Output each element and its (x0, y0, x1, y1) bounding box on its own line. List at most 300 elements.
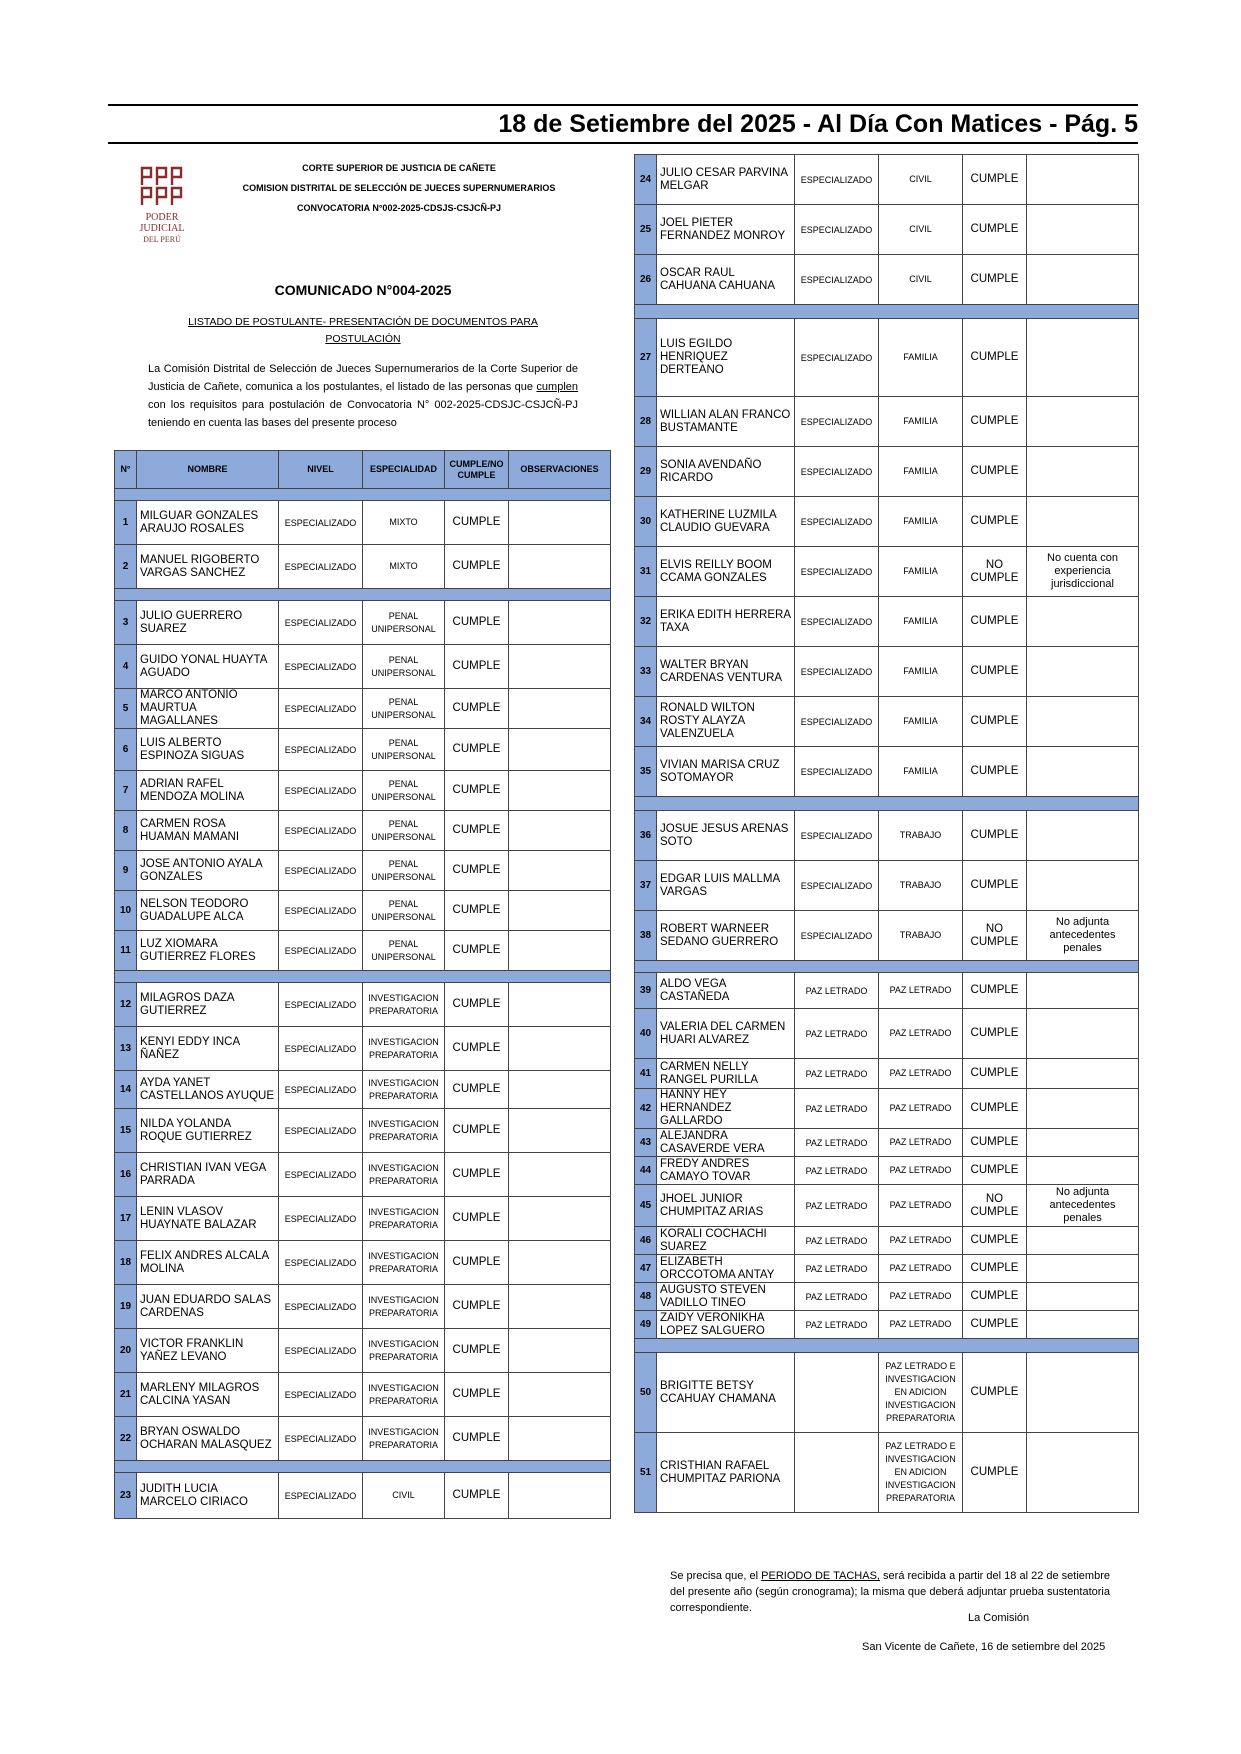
applicant-observations (509, 545, 611, 589)
col-header-observations: OBSERVACIONES (509, 451, 611, 489)
row-number: 12 (115, 983, 137, 1027)
table-row (115, 1473, 611, 1519)
applicant-observations: No cuenta con experiencia jurisdiccional (1027, 547, 1139, 597)
table-row (115, 851, 611, 891)
applicant-level: ESPECIALIZADO (279, 931, 363, 971)
applicant-specialty: INVESTIGACION PREPARATORIA (363, 1241, 445, 1285)
applicant-status: CUMPLE (445, 545, 509, 589)
row-number: 34 (635, 697, 657, 747)
applicant-level: PAZ LETRADO (795, 973, 879, 1009)
applicant-specialty: PAZ LETRADO (879, 1059, 963, 1089)
applicant-observations (1027, 1009, 1139, 1059)
applicant-name: BRYAN OSWALDO OCHARAN MALASQUEZ (137, 1417, 279, 1461)
applicant-specialty: FAMILIA (879, 747, 963, 797)
row-number: 29 (635, 447, 657, 497)
applicant-status: CUMPLE (963, 205, 1027, 255)
applicant-specialty: CIVIL (879, 205, 963, 255)
section-separator (115, 489, 611, 501)
row-number: 46 (635, 1227, 657, 1255)
applicant-level: ESPECIALIZADO (795, 647, 879, 697)
table-row (635, 747, 1139, 797)
applicant-level: PAZ LETRADO (795, 1185, 879, 1227)
note-text-end: será recibida a partir del 18 al 22 de setiembre del presente año (según cronograma); la misma que deberá adjuntar prueba sustentatoria correspondiente. (670, 1570, 1110, 1614)
applicant-observations (1027, 397, 1139, 447)
applicant-level: ESPECIALIZADO (279, 1197, 363, 1241)
applicant-name: CARMEN ROSA HUAMAN MAMANI (137, 811, 279, 851)
applicant-observations (1027, 1311, 1139, 1339)
applicant-level: ESPECIALIZADO (279, 1027, 363, 1071)
applicant-level: PAZ LETRADO (795, 1227, 879, 1255)
row-number: 23 (115, 1473, 137, 1519)
applicant-level: ESPECIALIZADO (795, 205, 879, 255)
applicant-level: ESPECIALIZADO (279, 689, 363, 729)
applicant-status: CUMPLE (963, 747, 1027, 797)
applicant-status: CUMPLE (445, 729, 509, 771)
applicant-observations (509, 1329, 611, 1373)
note-underlined: PERIODO DE TACHAS, (761, 1570, 880, 1582)
applicant-specialty: INVESTIGACION PREPARATORIA (363, 1027, 445, 1071)
table-row (635, 911, 1139, 961)
communique-intro (148, 360, 578, 432)
applicant-status: CUMPLE (445, 1417, 509, 1461)
applicant-observations (509, 1027, 611, 1071)
row-number: 27 (635, 319, 657, 397)
applicant-level: PAZ LETRADO (795, 1089, 879, 1129)
applicants-table-left (114, 450, 611, 1519)
applicant-status: CUMPLE (963, 497, 1027, 547)
applicant-observations (1027, 811, 1139, 861)
table-row (635, 1255, 1139, 1283)
applicant-status: CUMPLE (445, 1241, 509, 1285)
row-number: 36 (635, 811, 657, 861)
table-row (635, 1129, 1139, 1157)
applicant-specialty: FAMILIA (879, 697, 963, 747)
table-row (635, 973, 1139, 1009)
applicant-status: CUMPLE (445, 851, 509, 891)
applicant-status: CUMPLE (963, 1129, 1027, 1157)
section-separator-row (635, 797, 1139, 811)
applicant-status: CUMPLE (445, 891, 509, 931)
section-separator (635, 961, 1139, 973)
applicant-level: ESPECIALIZADO (795, 397, 879, 447)
table-row (635, 497, 1139, 547)
table-row (635, 447, 1139, 497)
table-row (115, 729, 611, 771)
intro-text-end: con los requisitos para postulación de Convocatoria N° 002-2025-CDSJC-CSJCÑ-PJ teniendo en cuenta las bases del presente proceso (148, 399, 578, 429)
applicant-observations (1027, 1255, 1139, 1283)
applicant-level: ESPECIALIZADO (279, 1109, 363, 1153)
applicant-level: ESPECIALIZADO (279, 645, 363, 689)
applicant-specialty: PENAL UNIPERSONAL (363, 931, 445, 971)
applicant-status: CUMPLE (963, 1433, 1027, 1513)
applicant-name: CRISTHIAN RAFAEL CHUMPITAZ PARIONA (657, 1433, 795, 1513)
row-number: 31 (635, 547, 657, 597)
poder-judicial-logo (122, 164, 202, 245)
applicant-observations (1027, 697, 1139, 747)
applicant-specialty: PENAL UNIPERSONAL (363, 729, 445, 771)
applicant-observations (1027, 1059, 1139, 1089)
applicants-table-left-body (115, 489, 611, 1519)
applicant-level: ESPECIALIZADO (795, 319, 879, 397)
applicant-specialty: PAZ LETRADO (879, 1089, 963, 1129)
applicant-name: KORALI COCHACHI SUAREZ (657, 1227, 795, 1255)
applicant-level: ESPECIALIZADO (279, 1473, 363, 1519)
applicant-name: WALTER BRYAN CARDENAS VENTURA (657, 647, 795, 697)
applicant-name: ADRIAN RAFEL MENDOZA MOLINA (137, 771, 279, 811)
applicant-specialty: INVESTIGACION PREPARATORIA (363, 1285, 445, 1329)
applicant-specialty: PAZ LETRADO (879, 1129, 963, 1157)
table-row (635, 1353, 1139, 1433)
applicant-specialty: PAZ LETRADO E INVESTIGACION EN ADICION INVESTIGACION PREPARATORIA (879, 1353, 963, 1433)
applicant-level (795, 1353, 879, 1433)
applicant-status: NO CUMPLE (963, 547, 1027, 597)
applicant-observations (1027, 1227, 1139, 1255)
applicant-name: ZAIDY VERONIKHA LOPEZ SALGUERO (657, 1311, 795, 1339)
row-number: 20 (115, 1329, 137, 1373)
row-number: 38 (635, 911, 657, 961)
applicant-status: CUMPLE (445, 1329, 509, 1373)
row-number: 8 (115, 811, 137, 851)
applicant-status: CUMPLE (445, 1373, 509, 1417)
applicant-specialty: FAMILIA (879, 647, 963, 697)
table-row (635, 1185, 1139, 1227)
applicant-observations (1027, 1283, 1139, 1311)
row-number: 3 (115, 601, 137, 645)
applicant-name: HANNY HEY HERNANDEZ GALLARDO (657, 1089, 795, 1129)
applicant-level: ESPECIALIZADO (795, 155, 879, 205)
row-number: 6 (115, 729, 137, 771)
applicant-name: MILGUAR GONZALES ARAUJO ROSALES (137, 501, 279, 545)
applicant-level: ESPECIALIZADO (795, 911, 879, 961)
applicant-observations (1027, 319, 1139, 397)
applicant-level: PAZ LETRADO (795, 1157, 879, 1185)
poder-judicial-logo-icon (139, 164, 185, 208)
table-row (115, 1329, 611, 1373)
row-number: 41 (635, 1059, 657, 1089)
applicant-name: RONALD WILTON ROSTY ALAYZA VALENZUELA (657, 697, 795, 747)
applicant-level: ESPECIALIZADO (795, 811, 879, 861)
applicant-specialty: PAZ LETRADO (879, 1185, 963, 1227)
table-header-row (115, 451, 611, 489)
applicant-level: PAZ LETRADO (795, 1009, 879, 1059)
applicant-observations (509, 983, 611, 1027)
row-number: 21 (115, 1373, 137, 1417)
applicant-status: CUMPLE (445, 983, 509, 1027)
applicant-name: EDGAR LUIS MALLMA VARGAS (657, 861, 795, 911)
applicant-status: CUMPLE (445, 1027, 509, 1071)
applicant-status: CUMPLE (445, 689, 509, 729)
applicant-specialty: PAZ LETRADO (879, 1157, 963, 1185)
applicant-name: KENYI EDDY INCA ÑAÑEZ (137, 1027, 279, 1071)
applicant-specialty: PAZ LETRADO E INVESTIGACION EN ADICION INVESTIGACION PREPARATORIA (879, 1433, 963, 1513)
applicant-status: CUMPLE (963, 1059, 1027, 1089)
row-number: 17 (115, 1197, 137, 1241)
section-separator (635, 305, 1139, 319)
row-number: 45 (635, 1185, 657, 1227)
col-header-status: CUMPLE/NO CUMPLE (445, 451, 509, 489)
row-number: 4 (115, 645, 137, 689)
table-row (635, 1433, 1139, 1513)
applicant-name: LENIN VLASOV HUAYNATE BALAZAR (137, 1197, 279, 1241)
applicant-specialty: TRABAJO (879, 861, 963, 911)
table-row (115, 1285, 611, 1329)
applicant-level: ESPECIALIZADO (279, 891, 363, 931)
applicant-name: VALERIA DEL CARMEN HUARI ALVAREZ (657, 1009, 795, 1059)
table-row (115, 689, 611, 729)
table-row (115, 645, 611, 689)
page-header: 18 de Setiembre del 2025 - Al Día Con Matices - Pág. 5 (498, 110, 1138, 138)
table-row (115, 891, 611, 931)
applicant-status: CUMPLE (963, 597, 1027, 647)
section-separator (635, 1339, 1139, 1353)
section-separator-row (115, 589, 611, 601)
applicant-level: ESPECIALIZADO (279, 1241, 363, 1285)
institution-court: CORTE SUPERIOR DE JUSTICIA DE CAÑETE (302, 163, 496, 173)
row-number: 28 (635, 397, 657, 447)
applicant-name: MILAGROS DAZA GUTIERREZ (137, 983, 279, 1027)
applicant-name: VIVIAN MARISA CRUZ SOTOMAYOR (657, 747, 795, 797)
row-number: 42 (635, 1089, 657, 1129)
applicant-name: NILDA YOLANDA ROQUE GUTIERREZ (137, 1109, 279, 1153)
header-bottom-rule (108, 142, 1138, 144)
col-header-level: NIVEL (279, 451, 363, 489)
applicant-level (795, 1433, 879, 1513)
applicant-specialty: CIVIL (879, 155, 963, 205)
applicant-observations (509, 729, 611, 771)
applicant-name: VICTOR FRANKLIN YAÑEZ LEVANO (137, 1329, 279, 1373)
applicant-observations (509, 1373, 611, 1417)
row-number: 11 (115, 931, 137, 971)
applicant-observations (509, 1285, 611, 1329)
applicant-observations (509, 1241, 611, 1285)
row-number: 48 (635, 1283, 657, 1311)
applicant-name: FELIX ANDRES ALCALA MOLINA (137, 1241, 279, 1285)
table-row (635, 547, 1139, 597)
row-number: 19 (115, 1285, 137, 1329)
applicant-name: ALDO VEGA CASTAÑEDA (657, 973, 795, 1009)
applicant-specialty: FAMILIA (879, 447, 963, 497)
institution-call: CONVOCATORIA N°002-2025-CDSJS-CSJCÑ-PJ (297, 203, 501, 213)
row-number: 1 (115, 501, 137, 545)
row-number: 49 (635, 1311, 657, 1339)
applicant-observations (1027, 1089, 1139, 1129)
applicant-specialty: FAMILIA (879, 497, 963, 547)
applicant-status: CUMPLE (445, 1109, 509, 1153)
communique-subtitle: LISTADO DE POSTULANTE- PRESENTACIÓN DE DOCUMENTOS PARA POSTULACIÓN (188, 316, 538, 345)
row-number: 18 (115, 1241, 137, 1285)
applicant-observations (509, 645, 611, 689)
applicant-name: JUAN EDUARDO SALAS CARDENAS (137, 1285, 279, 1329)
row-number: 16 (115, 1153, 137, 1197)
row-number: 30 (635, 497, 657, 547)
col-header-num: N° (115, 451, 137, 489)
applicant-specialty: PENAL UNIPERSONAL (363, 689, 445, 729)
row-number: 15 (115, 1109, 137, 1153)
applicant-specialty: PENAL UNIPERSONAL (363, 811, 445, 851)
applicant-observations (1027, 1433, 1139, 1513)
applicant-level: ESPECIALIZADO (279, 1071, 363, 1109)
logo-line-2: DEL PERÚ (143, 235, 181, 244)
applicant-name: LUZ XIOMARA GUTIERREZ FLORES (137, 931, 279, 971)
table-row (635, 205, 1139, 255)
applicant-specialty: INVESTIGACION PREPARATORIA (363, 1417, 445, 1461)
section-separator-row (635, 305, 1139, 319)
row-number: 33 (635, 647, 657, 697)
section-separator-row (635, 1339, 1139, 1353)
table-row (115, 601, 611, 645)
applicant-specialty: INVESTIGACION PREPARATORIA (363, 1109, 445, 1153)
row-number: 26 (635, 255, 657, 305)
applicant-observations (1027, 205, 1139, 255)
applicant-name: MARCO ANTONIO MAURTUA MAGALLANES (137, 689, 279, 729)
applicant-level: ESPECIALIZADO (279, 1329, 363, 1373)
table-row (115, 1373, 611, 1417)
applicant-observations (509, 931, 611, 971)
applicant-observations (509, 771, 611, 811)
applicant-status: CUMPLE (963, 319, 1027, 397)
applicant-status: CUMPLE (963, 697, 1027, 747)
applicant-name: JOEL PIETER FERNANDEZ MONROY (657, 205, 795, 255)
table-row (635, 1009, 1139, 1059)
applicant-observations (509, 891, 611, 931)
applicant-level: ESPECIALIZADO (279, 771, 363, 811)
applicant-status: CUMPLE (963, 1283, 1027, 1311)
table-row (635, 155, 1139, 205)
applicant-status: CUMPLE (445, 811, 509, 851)
table-row (115, 1417, 611, 1461)
applicant-level: ESPECIALIZADO (279, 983, 363, 1027)
applicant-name: GUIDO YONAL HUAYTA AGUADO (137, 645, 279, 689)
row-number: 14 (115, 1071, 137, 1109)
col-header-specialty: ESPECIALIDAD (363, 451, 445, 489)
applicant-specialty: TRABAJO (879, 911, 963, 961)
applicant-name: JOSUE JESUS ARENAS SOTO (657, 811, 795, 861)
applicant-name: ALEJANDRA CASAVERDE VERA (657, 1129, 795, 1157)
applicant-level: ESPECIALIZADO (279, 811, 363, 851)
row-number: 2 (115, 545, 137, 589)
section-separator-row (115, 971, 611, 983)
applicant-observations (509, 601, 611, 645)
applicant-observations (509, 1197, 611, 1241)
section-separator (115, 589, 611, 601)
applicant-name: AUGUSTO STEVEN VADILLO TINEO (657, 1283, 795, 1311)
row-number: 22 (115, 1417, 137, 1461)
table-row (635, 1283, 1139, 1311)
applicant-name: JULIO CESAR PARVINA MELGAR (657, 155, 795, 205)
row-number: 39 (635, 973, 657, 1009)
table-row (635, 397, 1139, 447)
intro-underlined: cumplen (536, 381, 578, 393)
applicant-status: CUMPLE (445, 771, 509, 811)
table-row (115, 501, 611, 545)
applicant-specialty: FAMILIA (879, 319, 963, 397)
table-row (115, 1071, 611, 1109)
applicant-status: CUMPLE (963, 861, 1027, 911)
row-number: 44 (635, 1157, 657, 1185)
applicant-specialty: CIVIL (363, 1473, 445, 1519)
applicant-specialty: INVESTIGACION PREPARATORIA (363, 1329, 445, 1373)
applicant-observations (1027, 1129, 1139, 1157)
applicant-specialty: INVESTIGACION PREPARATORIA (363, 1071, 445, 1109)
applicant-specialty: TRABAJO (879, 811, 963, 861)
applicant-status: CUMPLE (445, 1153, 509, 1197)
applicant-observations (1027, 973, 1139, 1009)
table-row (115, 983, 611, 1027)
applicant-status: CUMPLE (963, 1227, 1027, 1255)
row-number: 51 (635, 1433, 657, 1513)
applicant-name: CHRISTIAN IVAN VEGA PARRADA (137, 1153, 279, 1197)
table-row (635, 811, 1139, 861)
applicant-status: CUMPLE (963, 1089, 1027, 1129)
applicant-observations (509, 1153, 611, 1197)
table-row (635, 697, 1139, 747)
applicant-observations (1027, 447, 1139, 497)
applicant-level: PAZ LETRADO (795, 1255, 879, 1283)
applicant-observations (509, 1473, 611, 1519)
section-separator (115, 971, 611, 983)
applicant-observations: No adjunta antecedentes penales (1027, 1185, 1139, 1227)
applicant-specialty: FAMILIA (879, 397, 963, 447)
applicant-observations (509, 1109, 611, 1153)
table-row (635, 1089, 1139, 1129)
applicant-name: CARMEN NELLY RANGEL PURILLA (657, 1059, 795, 1089)
applicant-specialty: PAZ LETRADO (879, 973, 963, 1009)
applicant-status: CUMPLE (963, 1311, 1027, 1339)
applicant-status: NO CUMPLE (963, 1185, 1027, 1227)
applicant-status: CUMPLE (963, 1255, 1027, 1283)
table-row (635, 1227, 1139, 1255)
row-number: 47 (635, 1255, 657, 1283)
col-header-name: NOMBRE (137, 451, 279, 489)
applicant-name: JHOEL JUNIOR CHUMPITAZ ARIAS (657, 1185, 795, 1227)
table-row (115, 545, 611, 589)
applicant-level: PAZ LETRADO (795, 1283, 879, 1311)
applicant-specialty: PENAL UNIPERSONAL (363, 771, 445, 811)
applicant-name: WILLIAN ALAN FRANCO BUSTAMANTE (657, 397, 795, 447)
applicant-name: SONIA AVENDAÑO RICARDO (657, 447, 795, 497)
applicant-name: ELVIS REILLY BOOM CCAMA GONZALES (657, 547, 795, 597)
applicant-level: PAZ LETRADO (795, 1311, 879, 1339)
applicant-specialty: CIVIL (879, 255, 963, 305)
applicant-specialty: PAZ LETRADO (879, 1227, 963, 1255)
applicant-status: CUMPLE (963, 155, 1027, 205)
applicant-specialty: PAZ LETRADO (879, 1311, 963, 1339)
applicant-observations: No adjunta antecedentes penales (1027, 911, 1139, 961)
applicant-observations (1027, 497, 1139, 547)
row-number: 10 (115, 891, 137, 931)
table-row (115, 1241, 611, 1285)
applicant-level: ESPECIALIZADO (279, 1285, 363, 1329)
applicant-name: LUIS EGILDO HENRIQUEZ DERTEANO (657, 319, 795, 397)
applicant-name: KATHERINE LUZMILA CLAUDIO GUEVARA (657, 497, 795, 547)
section-separator-row (635, 961, 1139, 973)
applicant-observations (509, 811, 611, 851)
applicant-observations (1027, 647, 1139, 697)
applicant-specialty: PENAL UNIPERSONAL (363, 601, 445, 645)
applicant-specialty: FAMILIA (879, 547, 963, 597)
table-row (635, 861, 1139, 911)
applicant-level: ESPECIALIZADO (795, 747, 879, 797)
applicant-specialty: INVESTIGACION PREPARATORIA (363, 983, 445, 1027)
applicant-name: LUIS ALBERTO ESPINOZA SIGUAS (137, 729, 279, 771)
applicant-observations (509, 1417, 611, 1461)
section-separator (635, 797, 1139, 811)
applicant-status: CUMPLE (963, 647, 1027, 697)
applicant-status: CUMPLE (963, 811, 1027, 861)
table-row (635, 647, 1139, 697)
section-separator (115, 1461, 611, 1473)
table-row (115, 771, 611, 811)
